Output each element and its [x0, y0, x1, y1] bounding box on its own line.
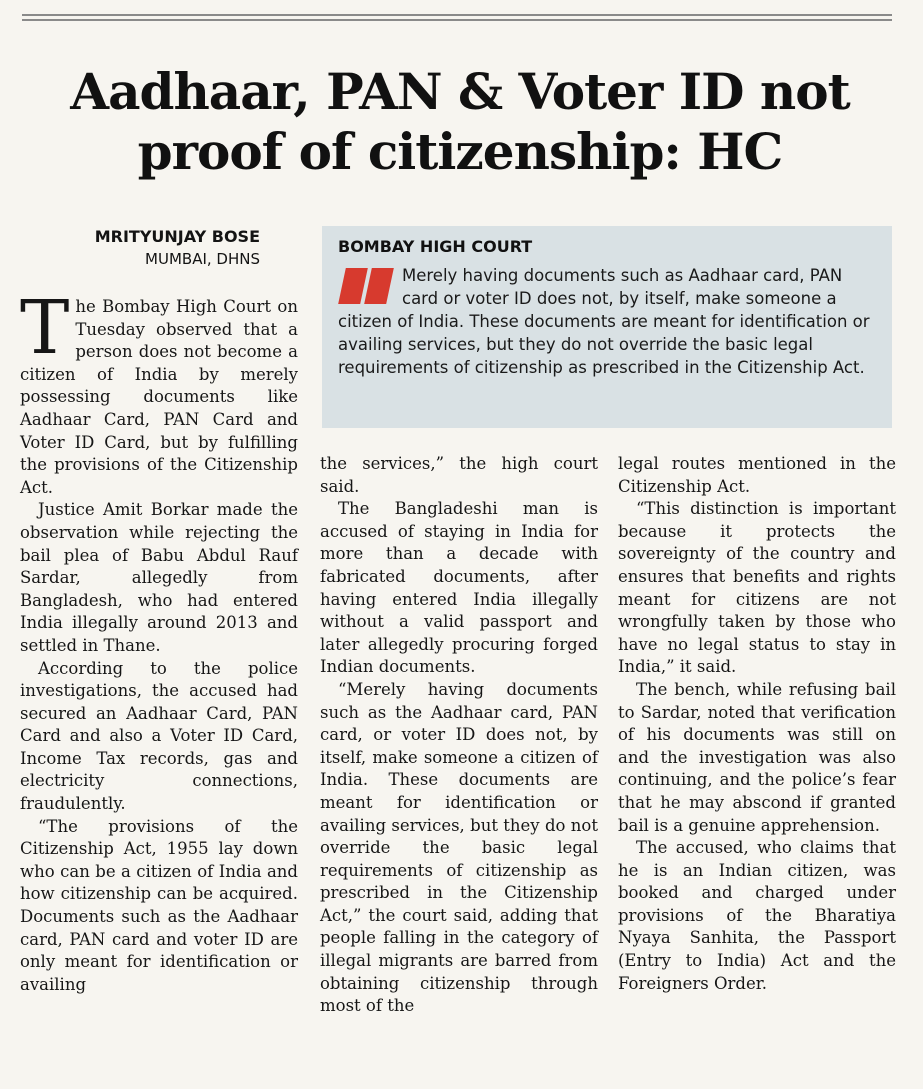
byline-author: MRITYUNJAY BOSE	[94, 227, 260, 246]
paragraph: legal routes mentioned in the Citizenship Act.	[618, 454, 896, 496]
pullquote-box	[322, 226, 892, 428]
paragraph: The bench, while refusing bail to Sardar, noted that verification of his documents was still on and the investigation was also continuing, and the police’s fear that he may abscond if granted bail is a genuine apprehension.	[618, 679, 896, 835]
headline-line-1: Aadhaar, PAN & Voter ID not	[70, 62, 850, 121]
article-column-2	[320, 453, 598, 1018]
paragraph: “The provisions of the Citizenship Act, 1955 lay down who can be a citizen of India and how citizenship can be acquired. Documents such as the Aadhaar card, PAN card and voter ID are only meant for identification or availing	[20, 816, 298, 994]
drop-cap: T	[20, 285, 70, 371]
pullquote-label: BOMBAY HIGH COURT	[338, 237, 533, 256]
byline	[70, 226, 260, 270]
paragraph: Justice Amit Borkar made the observation while rejecting the bail plea of Babu Abdul Rauf Sardar, allegedly from Bangladesh, who had entered India illegally around 2013 and settled in Thane.	[20, 500, 298, 655]
paragraph: The accused, who claims that he is an Indian citizen, was booked and charged under provisions of the Bharatiya Nyaya Sanhita, the Passport (Entry to India) Act and the Foreigners Order.	[618, 838, 896, 993]
paragraph: “Merely having documents such as the Aadhaar card, PAN card, or voter ID does not, by itself, make someone a citizen of India. These documents are meant for identification or availing services, but they do not override the basic legal requirements of citizenship as prescribed in the Citizenship Act,” the court said, adding that people falling in the category of illegal migrants are barred from obtaining citizenship through most of the	[320, 679, 598, 1016]
article-column-3	[618, 453, 896, 995]
paragraph: the services,” the high court said.	[320, 454, 598, 496]
paragraph: The Bombay High Court on Tuesday observed that a person does not become a citizen of India by merely possessing documents like Aadhaar Card, PAN Card and Voter ID Card, but by fulfilling the provisions of the Citizenship Act.	[20, 285, 298, 497]
pullquote-text: Merely having documents such as Aadhaar card, PAN card or voter ID does not, by itself, make someone a citizen of India. These documents are meant for identification or availing services, but they do not override the basic legal requirements of citizenship as prescribed in the Citizenship Act.	[338, 266, 870, 377]
article-column-1	[20, 285, 298, 996]
headline	[20, 62, 900, 182]
quote-mark-icon	[338, 268, 396, 308]
headline-line-2: proof of citizenship: HC	[137, 122, 783, 181]
paragraph: According to the police investigations, the accused had secured an Aadhaar Card, PAN Card and also a Voter ID Card, Income Tax records, gas and electricity connections, fraudulently.	[20, 658, 298, 814]
paragraph: “This distinction is important because it protects the sovereignty of the country and ensures that benefits and rights meant for citizens are not wrongfully taken by those who have no legal status to stay in India,” it said.	[618, 499, 896, 677]
byline-location: MUMBAI, DHNS	[145, 250, 260, 268]
paragraph: The Bangladeshi man is accused of staying in India for more than a decade with fabricated documents, after having entered India illegally without a valid passport and later allegedly procuring forged Indian documents.	[320, 499, 598, 677]
header-rules	[22, 14, 892, 24]
